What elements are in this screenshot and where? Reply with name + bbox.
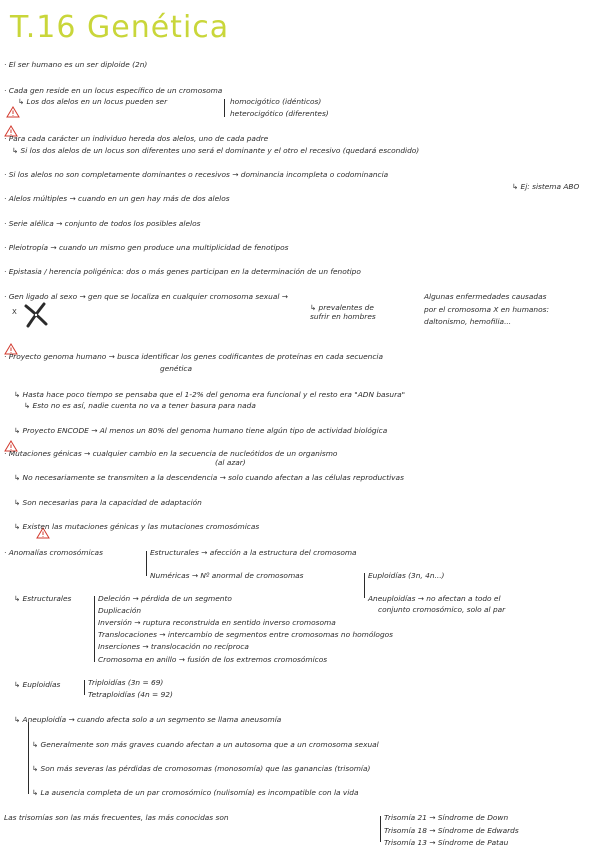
bracket-anomalias: [146, 551, 147, 576]
note-line: ↳ Son necesarias para la capacidad de adaptación: [14, 498, 202, 507]
bracket-euploidias: [84, 680, 85, 695]
note-line: Trisomía 21 → Síndrome de Down: [384, 813, 509, 822]
bracket-euploidias-aneu: [364, 573, 365, 598]
note-line: Tetraploidías (4n = 92): [88, 690, 173, 699]
note-line: · Para cada carácter un individuo hereda dos alelos, uno de cada padre: [4, 134, 269, 143]
note-line: Inversión → ruptura reconstruida en sentido inverso cromosoma: [98, 618, 336, 627]
note-line: Translocaciones → intercambio de segmentos entre cromosomas no homólogos: [98, 630, 394, 639]
note-line: genética: [160, 364, 193, 373]
note-line: Las trisomías son las más frecuentes, las más conocidas son: [4, 813, 229, 822]
note-line: ↳ Ej: sistema ABO: [512, 182, 580, 191]
note-line: Trisomía 18 → Síndrome de Edwards: [384, 826, 519, 835]
note-line: daltonismo, hemofilia...: [424, 317, 512, 326]
bracket-trisomias: [380, 816, 381, 842]
chromosome-x-icon: [12, 300, 52, 330]
note-line: Estructurales → afección a la estructura del cromosoma: [150, 548, 357, 557]
note-line: conjunto cromosómico, solo al par: [378, 605, 506, 614]
note-line: Cromosoma en anillo → fusión de los extremos cromosómicos: [98, 655, 328, 664]
note-line: ↳ Los dos alelos en un locus pueden ser: [18, 97, 168, 106]
note-line: ↳ Estructurales: [14, 594, 72, 603]
note-line: ↳ Esto no es así, nadie cuenta no va a tener basura para nada: [24, 401, 256, 410]
note-line: Algunas enfermedades causadas: [424, 292, 547, 301]
note-line: Euploidías (3n, 4n...): [368, 571, 445, 580]
note-line: homocigótico (idénticos): [230, 97, 322, 106]
note-line: ↳ La ausencia completa de un par cromosómico (nulisomía) es incompatible con la vida: [32, 788, 359, 797]
note-line: ↳ Son más severas las pérdidas de cromosomas (monosomía) que las ganancias (trisomía): [32, 764, 371, 773]
note-line: heterocigótico (diferentes): [230, 109, 329, 118]
note-line: ↳ Euploidías: [14, 680, 61, 689]
note-line: ↳ No necesariamente se transmiten a la descendencia → solo cuando afectan a las células reproductivas: [14, 473, 404, 482]
page-title: T.16 Genética: [10, 10, 230, 45]
note-line: · Mutaciones génicas → cualquier cambio en la secuencia de nucleótidos de un organismo: [4, 449, 338, 458]
note-line: · Epistasia / herencia poligénica: dos o más genes participan en la determinación de un fenotipo: [4, 267, 361, 276]
note-line: ↳ Hasta hace poco tiempo se pensaba que el 1-2% del genoma era funcional y el resto era "ADN basura": [14, 390, 406, 399]
note-line: · Alelos múltiples → cuando en un gen hay más de dos alelos: [4, 194, 230, 203]
note-line: ↳ Generalmente son más graves cuando afectan a un autosoma que a un cromosoma sexual: [32, 740, 379, 749]
note-line: Triploidías (3n = 69): [88, 678, 164, 687]
note-line: sufrir en hombres: [310, 312, 376, 321]
note-line: (al azar): [215, 458, 246, 467]
note-line: por el cromosoma X en humanos:: [424, 305, 549, 314]
note-line: ↳ Aneuploidía → cuando afecta solo a un segmento se llama aneusomía: [14, 715, 282, 724]
note-line: ↳ Proyecto ENCODE → Al menos un 80% del genoma humano tiene algún tipo de actividad biológica: [14, 426, 388, 435]
note-line: Inserciones → translocación no recíproca: [98, 642, 249, 651]
note-line: Aneuploidías → no afectan a todo el: [368, 594, 501, 603]
note-line: · El ser humano es un ser diploide (2n): [4, 60, 148, 69]
bracket-homo-hetero: [224, 99, 225, 117]
note-line: · Si los alelos no son completamente dominantes o recesivos → dominancia incompleta o codominancia: [4, 170, 389, 179]
warning-icon: [6, 106, 20, 118]
note-line: · Cada gen reside en un locus específico de un cromosoma: [4, 86, 223, 95]
note-line: Deleción → pérdida de un segmento: [98, 594, 232, 603]
note-line: · Pleiotropía → cuando un mismo gen produce una multiplicidad de fenotipos: [4, 243, 289, 252]
note-line: ↳ prevalentes de: [310, 303, 374, 312]
note-line: ↳ Existen las mutaciones génicas y las mutaciones cromosómicas: [14, 522, 260, 531]
bracket-estructurales: [94, 596, 95, 662]
svg-text:X: X: [12, 308, 17, 316]
note-line: · Anomalías cromosómicas: [4, 548, 103, 557]
note-line: Duplicación: [98, 606, 142, 615]
note-line: Numéricas → Nº anormal de cromosomas: [150, 571, 304, 580]
note-line: ↳ Si los dos alelos de un locus son diferentes uno será el dominante y el otro el recesivo (quedará escondido): [12, 146, 420, 155]
note-line: · Gen ligado al sexo → gen que se localiza en cualquier cromosoma sexual →: [4, 292, 288, 301]
bracket-aneuploidia: [28, 722, 29, 794]
note-line: · Serie alélica → conjunto de todos los posibles alelos: [4, 219, 201, 228]
note-line: · Proyecto genoma humano → busca identificar los genes codificantes de proteínas en cada secuencia: [4, 352, 384, 361]
note-line: Trisomía 13 → Síndrome de Patau: [384, 838, 509, 847]
